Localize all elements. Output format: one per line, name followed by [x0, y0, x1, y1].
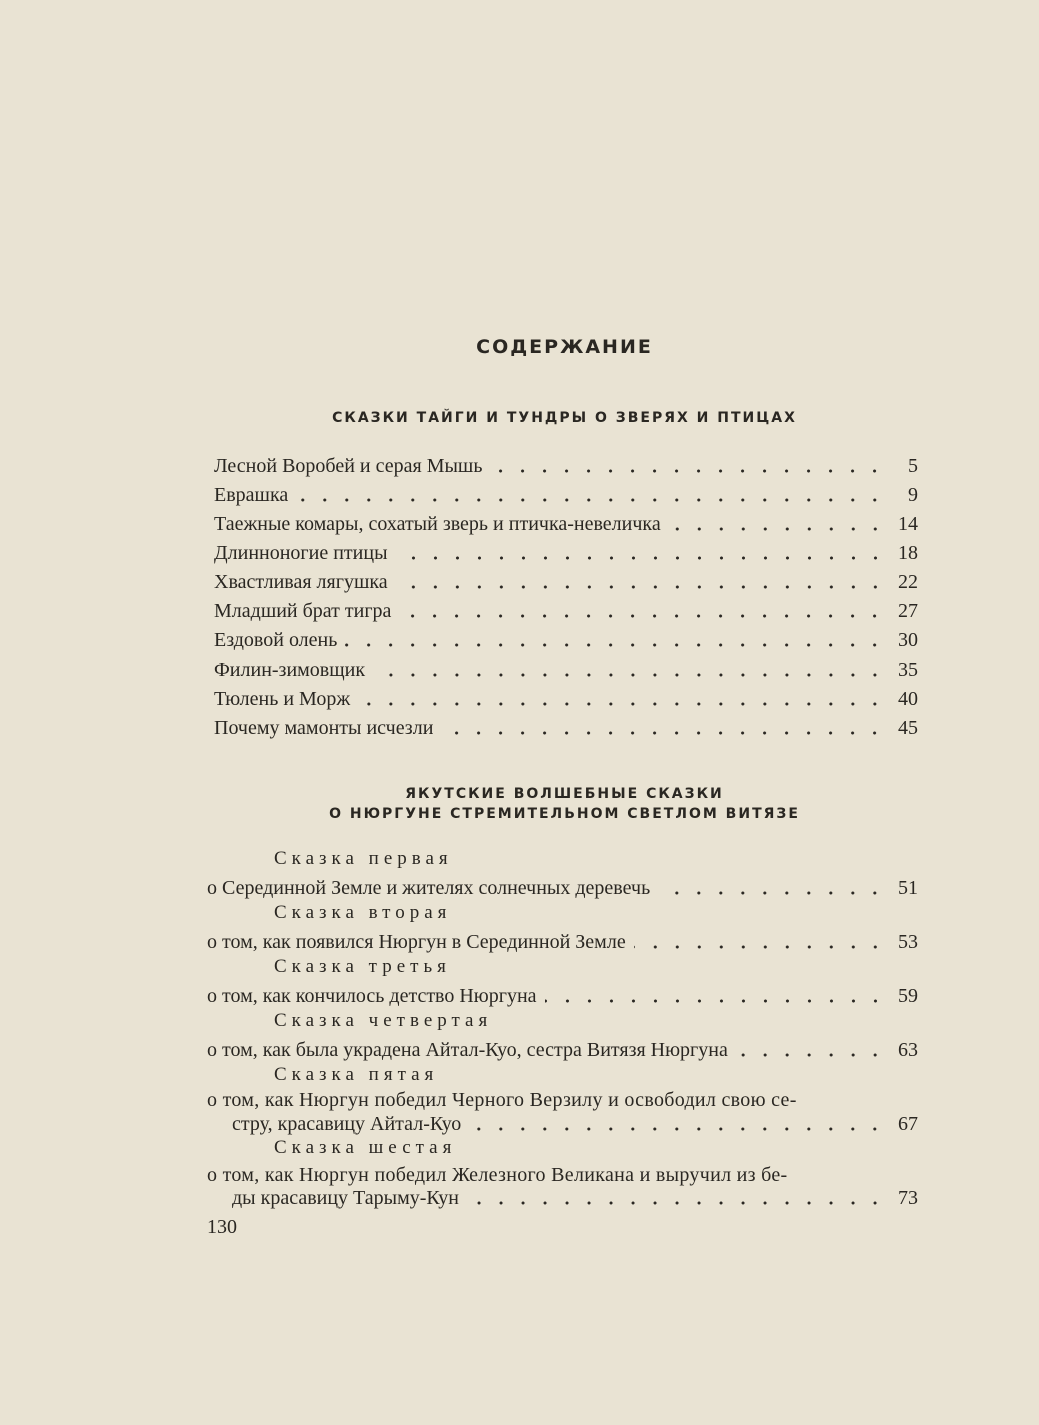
toc-entry-page: 53	[898, 931, 918, 953]
dot-leader	[373, 658, 886, 678]
dot-leader	[669, 512, 886, 532]
toc-entry	[214, 652, 918, 682]
dot-leader	[490, 454, 886, 474]
dot-leader	[396, 570, 886, 590]
toc-entry-title: Тюлень и Морж	[214, 688, 351, 710]
toc-entry	[214, 593, 918, 623]
tale-label: Сказка первая	[274, 848, 453, 869]
toc-entry-title: Ездовой олень	[214, 629, 338, 651]
toc-entry	[232, 1106, 918, 1136]
toc-entry-title: о том, как появился Нюргун в Серединной Земле	[207, 931, 626, 953]
section2-heading-line1: ЯКУТСКИЕ ВОЛШЕБНЫЕ СКАЗКИ	[405, 786, 724, 802]
toc-entry	[214, 710, 918, 740]
dot-leader	[396, 541, 886, 561]
toc-entry-page: 14	[898, 513, 918, 535]
toc-entry-page: 45	[898, 717, 918, 739]
toc-entry-page: 35	[898, 659, 918, 681]
toc-entry-page: 27	[898, 600, 918, 622]
toc-entry-page: 59	[898, 985, 918, 1007]
dot-leader	[467, 1186, 886, 1206]
dot-leader	[658, 876, 886, 896]
dot-leader	[634, 930, 886, 950]
toc-entry-title: Таежные комары, сохатый зверь и птичка-невеличка	[214, 513, 661, 535]
toc-entry-title: ды красавицу Тарыму-Кун	[232, 1187, 459, 1209]
toc-entry-page: 67	[898, 1113, 918, 1135]
toc-entry-title: Филин-зимовщик	[214, 659, 366, 681]
section1-heading: СКАЗКИ ТАЙГИ И ТУНДРЫ О ЗВЕРЯХ И ПТИЦАХ	[332, 410, 797, 426]
tale-label: Сказка четвертая	[274, 1010, 493, 1031]
dot-leader	[441, 716, 886, 736]
toc-entry	[214, 477, 918, 507]
section2-heading-line2: О НЮРГУНЕ СТРЕМИТЕЛЬНОМ СВЕТЛОМ ВИТЯЗЕ	[329, 806, 800, 822]
toc-entry-page: 40	[898, 688, 918, 710]
toc-entry-title-line: о том, как Нюргун победил Железного Великана и выручил из бе-	[207, 1164, 788, 1186]
toc-entry-title: Лесной Воробей и серая Мышь	[214, 455, 483, 477]
toc-entry-page: 63	[898, 1039, 918, 1061]
toc-entry	[207, 870, 918, 900]
tale-label: Сказка третья	[274, 956, 451, 977]
toc-entry-page: 18	[898, 542, 918, 564]
toc-entry-page: 5	[908, 455, 918, 477]
toc-entry	[214, 681, 918, 711]
toc-entry-title: о том, как кончилось детство Нюргуна	[207, 985, 537, 1007]
toc-entry-title: Длинноногие птицы	[214, 542, 388, 564]
tale-label: Сказка вторая	[274, 902, 452, 923]
toc-entry	[232, 1180, 918, 1210]
toc-entry-page: 51	[898, 877, 918, 899]
toc-entry-title: Хвастливая лягушка	[214, 571, 388, 593]
dot-leader	[345, 628, 886, 648]
dot-leader	[296, 483, 886, 503]
tale-label: Сказка шестая	[274, 1137, 457, 1158]
toc-entry	[214, 535, 918, 565]
toc-entry	[207, 1032, 918, 1062]
toc-entry	[207, 924, 918, 954]
toc-entry	[214, 564, 918, 594]
toc-entry-title: о том, как была украдена Айтал-Куо, сестра Витязя Нюргуна	[207, 1039, 728, 1061]
toc-entry-page: 30	[898, 629, 918, 651]
dot-leader	[736, 1038, 886, 1058]
toc-entry-page: 22	[898, 571, 918, 593]
page-number: 130	[207, 1216, 237, 1238]
dot-leader	[399, 599, 886, 619]
toc-entry-title: Почему мамонты исчезли	[214, 717, 434, 739]
dot-leader	[545, 984, 886, 1004]
dot-leader	[469, 1112, 886, 1132]
toc-entry-title: Еврашка	[214, 484, 289, 506]
dot-leader	[358, 687, 886, 707]
toc-entry	[214, 622, 918, 652]
toc-entry-title: о Серединной Земле и жителях солнечных деревечь	[207, 877, 651, 899]
contents-title: СОДЕРЖАНИЕ	[476, 336, 653, 358]
toc-entry	[214, 506, 918, 536]
toc-entry	[207, 978, 918, 1008]
toc-entry-title-line: о том, как Нюргун победил Черного Верзилу и освободил свою се-	[207, 1089, 797, 1111]
toc-entry-page: 73	[898, 1187, 918, 1209]
tale-label: Сказка пятая	[274, 1064, 439, 1085]
toc-entry-page: 9	[908, 484, 918, 506]
toc-entry-title: Младший брат тигра	[214, 600, 392, 622]
toc-entry-title: стру, красавицу Айтал-Куо	[232, 1113, 462, 1135]
toc-entry	[214, 448, 918, 478]
